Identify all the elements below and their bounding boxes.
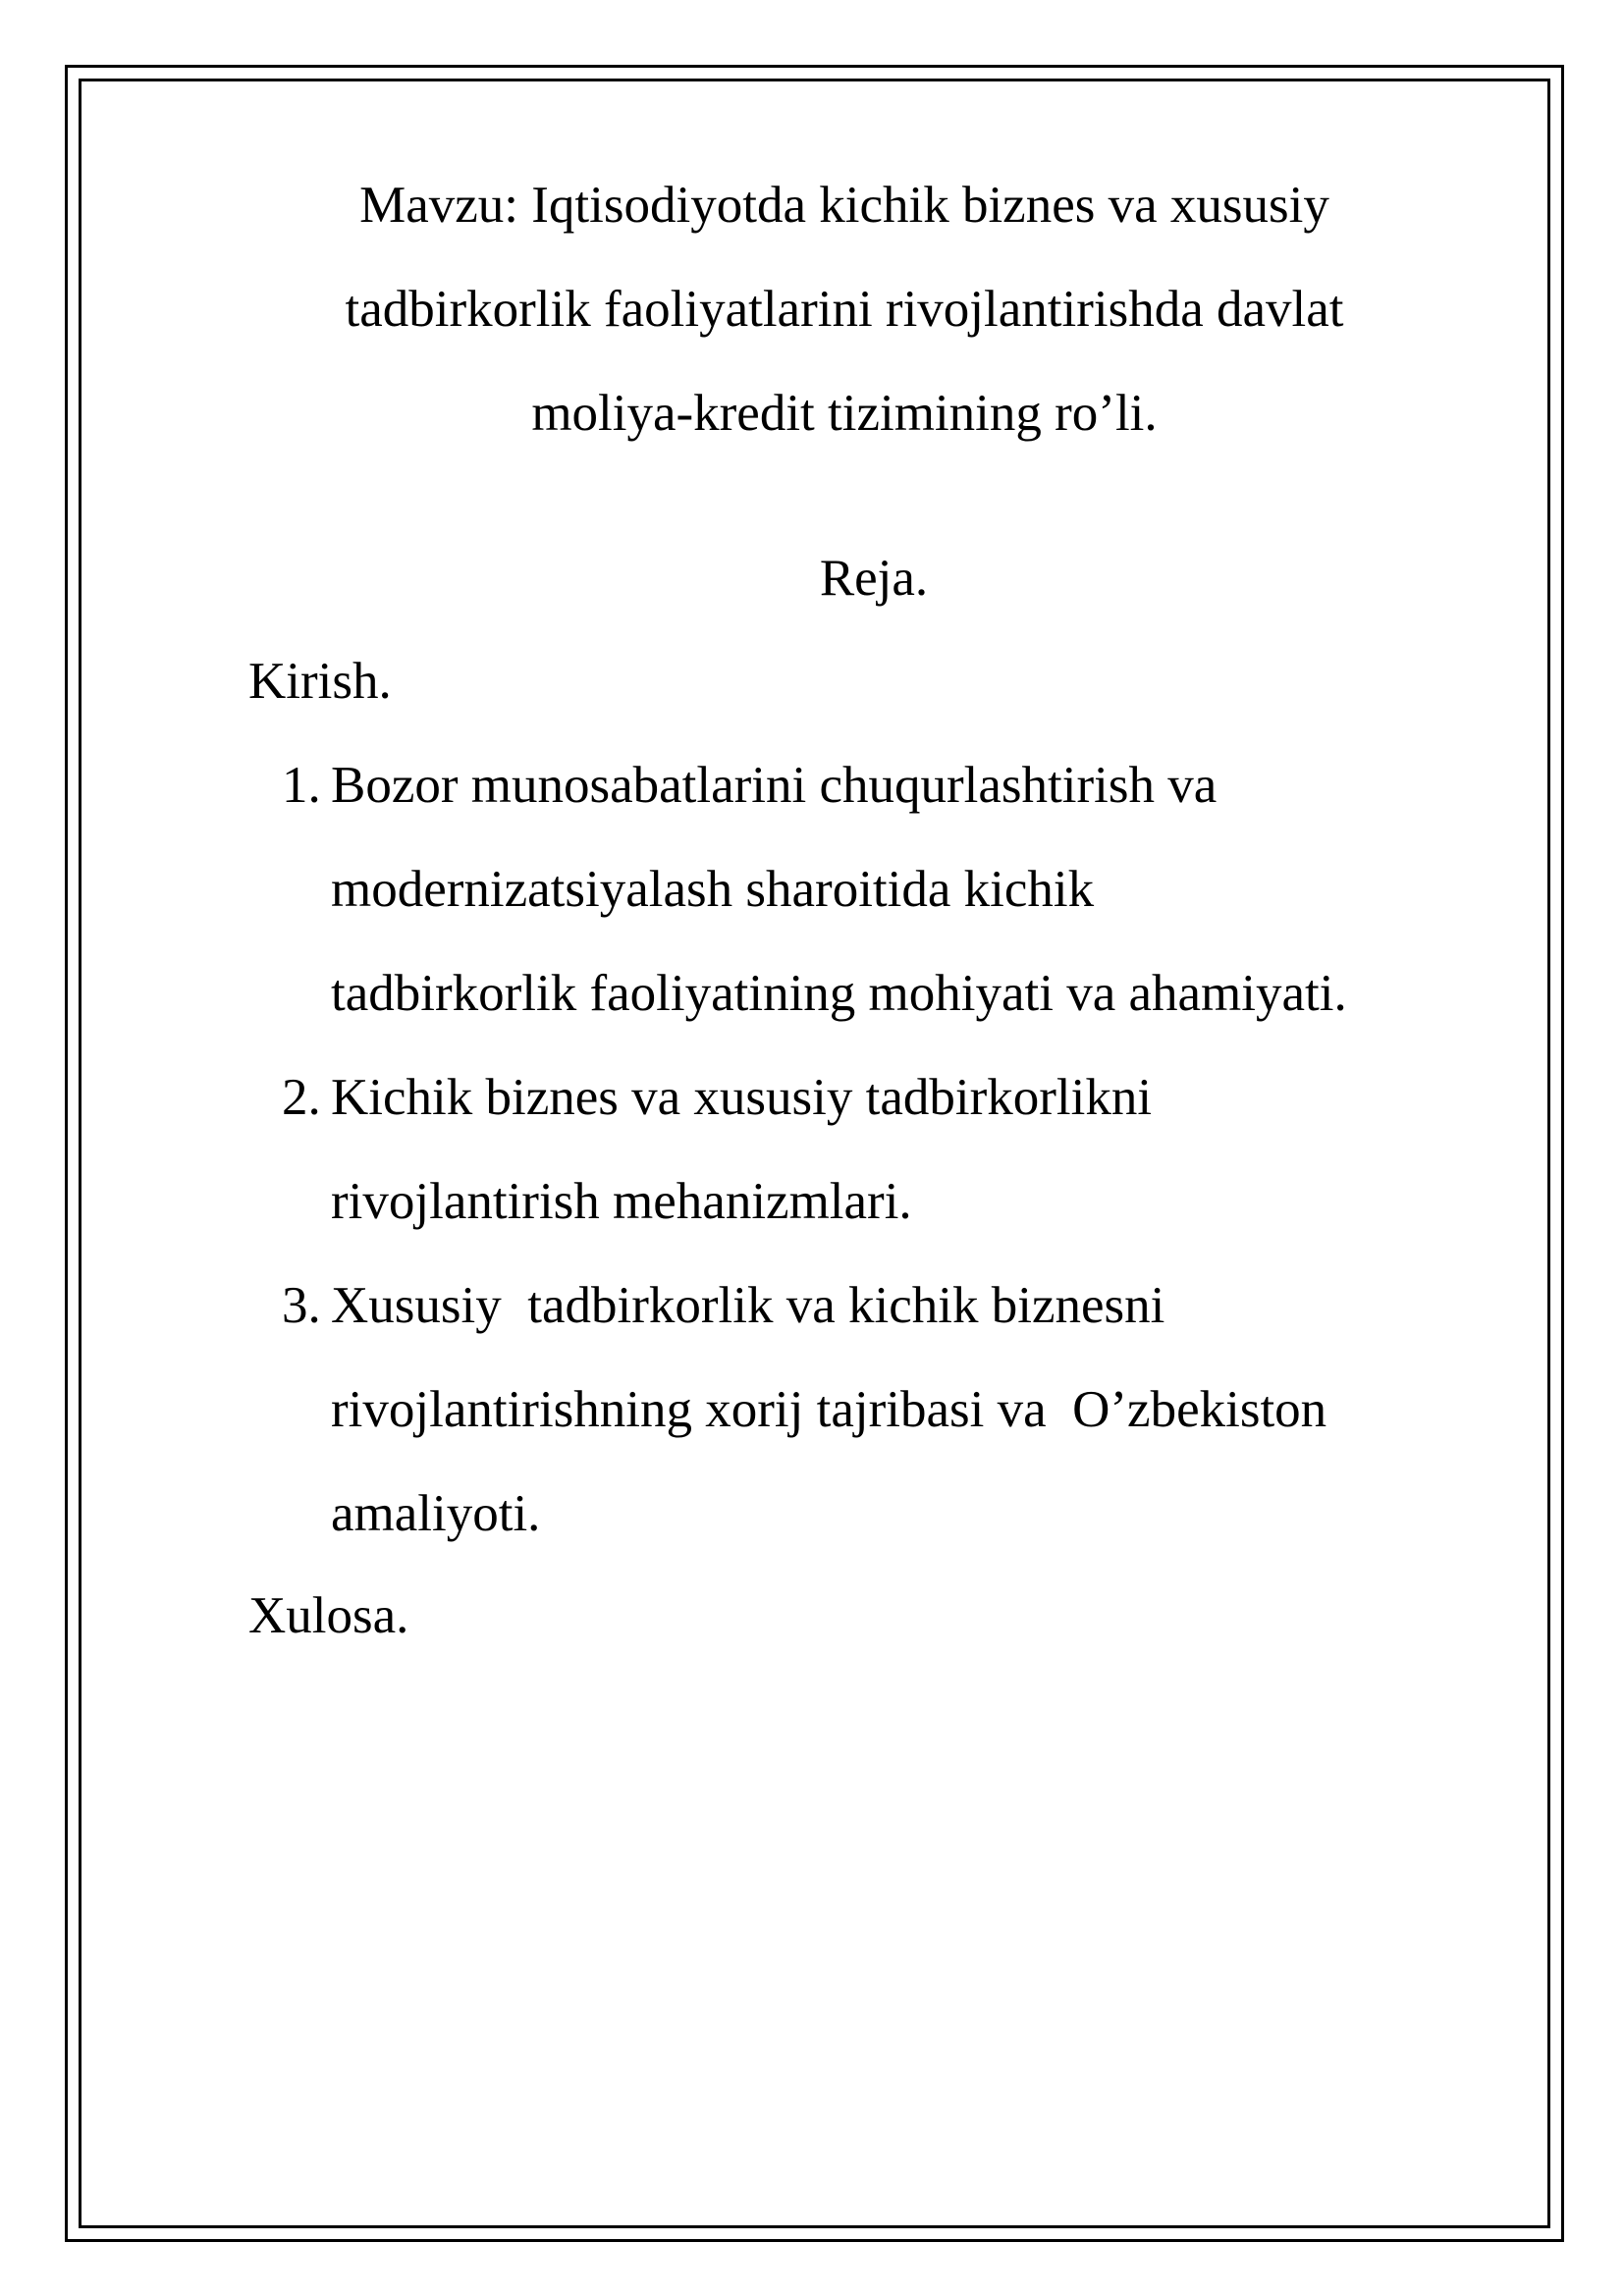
plan-item-2 xyxy=(248,1045,1525,1254)
intro-label: Kirish. xyxy=(248,653,392,710)
plan-item-line: rivojlantirish mehanizmlari. xyxy=(331,1173,912,1230)
plan-item-line: Bozor munosabatlarini chuqurlashtirish va xyxy=(331,757,1218,814)
plan-item-line: rivojlantirishning xorij tajribasi va O’zbekiston xyxy=(331,1381,1327,1438)
plan-item-line: tadbirkorlik faoliyatining mohiyati va ahamiyati. xyxy=(331,965,1347,1022)
title-line: moliya-kredit tizimining ro’li. xyxy=(531,385,1158,442)
plan-item-1 xyxy=(248,733,1525,1045)
plan-list xyxy=(248,733,1525,1566)
title-line: tadbirkorlik faoliyatlarini rivojlantirishda davlat xyxy=(345,281,1344,338)
plan-item-number: 1. xyxy=(282,757,321,814)
plan-item-line: Xususiy tadbirkorlik va kichik biznesni xyxy=(331,1277,1165,1334)
plan-item-number: 3. xyxy=(282,1277,321,1334)
title-line: Mavzu: Iqtisodiyotda kichik biznes va xususiy xyxy=(359,177,1329,234)
plan-item-3 xyxy=(248,1254,1525,1566)
plan-item-line: amaliyoti. xyxy=(331,1485,541,1542)
plan-item-line: Kichik biznes va xususiy tadbirkorlikni xyxy=(331,1069,1153,1126)
plan-item-line: modernizatsiyalash sharoitida kichik xyxy=(331,861,1095,918)
plan-item-number: 2. xyxy=(282,1069,321,1126)
plan-heading: Reja. xyxy=(819,550,929,607)
document-title xyxy=(236,153,1453,465)
conclusion-label: Xulosa. xyxy=(248,1587,409,1644)
